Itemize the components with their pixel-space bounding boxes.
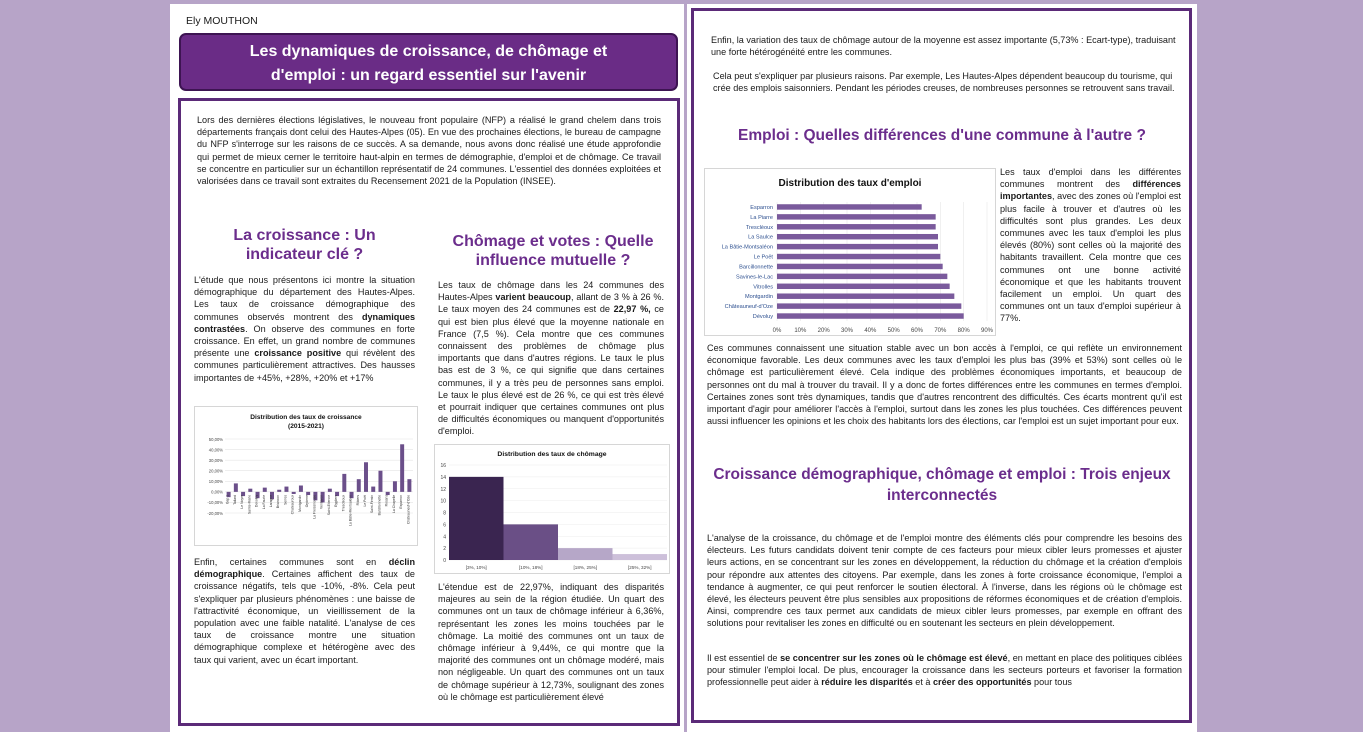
y-tick-label: 16 (440, 463, 446, 469)
x-tick-label: Eygliers (334, 494, 339, 507)
x-tick-label: 10% (794, 328, 807, 334)
x-tick-label: Ribiers (355, 494, 360, 506)
synthese-paragraph-2 (707, 652, 1182, 689)
bar (777, 234, 938, 239)
y-tick-label: Esparron (750, 204, 773, 211)
intro-paragraph: Lors des dernières élections législatives, le nouveau front populaire (NFP) a réalisé le grand chelem dans trois départements français dont celui des Hautes-Alpes (05). En vue des prochaines élections, le bureau de campagne du NFP s'interroge sur les raisons de ce succès. A sa demande, nous avons donc réalisé une étude approfondie qui permet de mieux cerner le territoire haut-alpin en termes de démographie, d'emploi et de chômage. Ce travail se concentre en particulier sur un échantillon représentatif de 24 communes. L'essentiel des données exploitées et valorisées dans ce travail sont extraites du Recensement 2021 de la Population (INSEE). (197, 115, 661, 187)
bar (777, 293, 954, 298)
chomage-heading (438, 232, 668, 270)
bar (449, 477, 504, 560)
x-tick-label: 70% (934, 328, 947, 334)
text-span: Les taux d'emploi dans les différentes communes montrent des (1000, 167, 1181, 190)
x-tick-label: 60% (910, 328, 924, 334)
y-tick-label: 2 (443, 546, 446, 553)
x-tick-label: Montgardin (297, 494, 302, 512)
x-tick-label: Gap 1 (225, 494, 230, 505)
chomage-paragraph-1 (438, 279, 664, 438)
x-tick-label: [18%, 25%] (573, 565, 597, 570)
y-tick-label: 12 (440, 486, 446, 493)
emploi-chart-svg (705, 169, 997, 337)
x-tick-label: Saint-Etienne (326, 494, 331, 516)
y-tick-label: Châteauneuf-d'Oze (724, 304, 773, 311)
y-tick-label: Dévoluy (752, 314, 773, 321)
emploi-heading: Emploi : Quelles différences d'une commune à l'autre ? (738, 127, 1146, 144)
y-tick-label: Savines-le-Lac (736, 274, 773, 281)
bar (386, 492, 390, 495)
bar (777, 224, 936, 229)
bar (777, 214, 936, 219)
bar (777, 204, 922, 209)
y-tick-label: 0,00% (211, 489, 223, 495)
bar (407, 479, 411, 492)
bar (284, 487, 288, 492)
croissance-heading-line-1: La croissance : Un (233, 227, 376, 244)
text-bold: varient beaucoup (495, 292, 571, 303)
text-bold: dynamiques contrastées (194, 311, 415, 334)
x-tick-label: La Chapelle (391, 494, 396, 513)
x-tick-label: Barcillonnette (377, 494, 382, 516)
y-tick-label: -20,00% (207, 510, 223, 516)
synthese-paragraph-1: L'analyse de la croissance, du chômage et de l'emploi montre des éléments clés pour comprendre les besoins des électeurs. Les futurs candidats doivent tenir compte de ces facteurs pour mieux cibler leurs promesses et ajuster leurs actions, en se concentrant sur les zones en développement, la réduction du chômage et la création d'emplois pour répondre aux attentes des citoyens. Par exemple, dans les zones à forte croissance économique, l'emploi a tendance à augmenter, ce qui peut renforcer le soutien électoral. À l'inverse, dans les régions où le chômage est élevé, les électeurs peuvent être plus sensibles aux propositions de réformes économiques et de création d'emplois. Ainsi, comprendre ces taux permet aux candidats de mieux cibler leurs promesses, par exemple en offrant des solutions pour revitaliser les zones en difficulté ou en soutenant les secteurs en plein développement. (707, 533, 1182, 629)
text-bold: différences importantes (1000, 179, 1181, 202)
bar (328, 489, 332, 492)
bar (400, 444, 404, 492)
bar (777, 264, 943, 269)
x-tick-label: La Bâtie-Montsaléon (348, 494, 353, 526)
bar (292, 492, 296, 494)
bar (306, 492, 310, 495)
y-tick-label: 14 (440, 474, 446, 481)
text-span: qui révèlent des communes particulièrement attractives. Des hausses importantes de +45%, +28%, +20% et +17% (194, 348, 415, 383)
x-tick-label: 30% (840, 328, 854, 334)
x-tick-label: 50% (887, 328, 900, 334)
right-paragraph-1: Enfin, la variation des taux de chômage autour de la moyenne est assez importante (5,73% : Ecart-type), traduisant une forte hétérogénéité entre les communes. (711, 35, 1176, 58)
bar (364, 462, 368, 492)
x-tick-label: Devoluy (254, 494, 259, 508)
text-bold: déclin démographique (194, 557, 415, 580)
text-span: ce qui est bien plus élevé que la moyenne nationale en France (7,5 %). Cela montre que ces communes connaissent des problèmes de chômage plus importants que dans d'autres régions. Le taux le plus bas est de 3 %, ce qui signifie que dans certaines communes, il y a très peu de personnes sans emploi. Le taux le plus élevé est de 26 %, ce qui est très élevé et pourrait indiquer que certaines communes ont plus de difficultés économiques ou manquent d'opportunités d'emploi. (438, 304, 664, 437)
page-right (687, 4, 1197, 732)
y-tick-label: Montgardin (745, 294, 773, 301)
bar (777, 244, 938, 249)
croissance-heading-line-2: indicateur clé ? (245, 246, 364, 263)
y-tick-label: Vitrolles (753, 284, 773, 291)
x-tick-label: 40% (864, 328, 877, 334)
x-tick-label: Tallard (232, 494, 237, 505)
y-tick-label: 0 (443, 558, 446, 564)
text-span: Il est essentiel de (707, 653, 781, 663)
y-tick-label: La Piarre (750, 214, 773, 221)
chomage-chart-svg (435, 445, 671, 575)
croissance-paragraph-2 (194, 556, 415, 666)
y-tick-label: -10,00% (207, 500, 223, 506)
chomage-heading-line-2: influence mutuelle ? (475, 252, 631, 269)
x-tick-label: Ventavon (319, 494, 324, 509)
text-bold: se concentrer sur les zones où le chômage est élevé (780, 653, 1008, 663)
y-tick-label: Tresclèoux (745, 224, 773, 231)
x-tick-label: 20% (817, 328, 830, 334)
bar (263, 488, 267, 492)
x-tick-label: 90% (980, 328, 994, 334)
right-paragraph-2: Cela peut s'expliquer par plusieurs raisons. Par exemple, Les Hautes-Alpes dépendent beaucoup du tourisme, qui crée des emplois saisonniers. Pendant les périodes creuses, de nombreuses personnes se retrouvent sans travail. (713, 71, 1175, 94)
x-tick-label: Orpierre (305, 494, 310, 508)
y-tick-label: 20,00% (208, 468, 223, 474)
y-tick-label: Barcillonnette (739, 264, 773, 271)
emploi-chart-title: Distribution des taux d'emploi (778, 178, 922, 189)
bar (777, 254, 940, 259)
title-line-2: d'emploi : un regard essentiel sur l'avenir (270, 67, 587, 84)
y-tick-label: Le Poët (753, 254, 773, 261)
y-tick-label: 8 (443, 510, 446, 517)
text-bold: 22,97 %, (613, 304, 651, 315)
croissance-paragraph-1 (194, 274, 415, 384)
title-banner (179, 33, 678, 91)
bar (504, 524, 559, 560)
y-tick-label: 4 (443, 534, 446, 541)
x-tick-label: Le Noyer (240, 494, 245, 509)
text-span: . On observe des communes en forte croissance. En effet, un grand nombre de communes présente une (194, 323, 415, 359)
text-span: , avec des zones où l'emploi est plus facile à trouver et d'autres où les difficultés sont plus grandes. Les deux communes avec les taux d'emploi les plus élevés (80%) sont celles où la majorité des habitants travaillent. Cela montre que ces communes ont une bonne activité économique et que les habitants trouvent facilement un emploi. Un quart des communes ont un taux d'emploi supérieur à 77%. (1000, 191, 1181, 324)
x-tick-label: Rosans (384, 494, 389, 507)
text-span: Les taux de chômage dans les 24 communes des Hautes-Alpes (438, 280, 664, 303)
x-tick-label: [25%, 32%] (628, 565, 652, 570)
bar (558, 548, 613, 560)
chart-subtitle: (2015-2021) (288, 423, 324, 430)
emploi-chart (704, 168, 996, 336)
synthese-heading-line-2: interconnectés (886, 487, 998, 504)
text-bold: réduire les disparités (821, 677, 913, 688)
bar (613, 554, 668, 560)
bar (234, 483, 238, 491)
croissance-chart (194, 406, 418, 546)
x-tick-label: La Freissinouse (312, 494, 317, 519)
x-tick-label: Chateauroux (290, 494, 295, 515)
y-tick-label: 50,00% (208, 436, 223, 442)
croissance-chart-svg (195, 407, 419, 547)
x-tick-label: Laragne (269, 494, 273, 508)
title-line-1: Les dynamiques de croissance, de chômage et (249, 43, 608, 60)
text-bold: croissance positive (254, 348, 342, 359)
x-tick-label: La Faurie (261, 494, 266, 510)
synthese-heading-line-1: Croissance démographique, chômage et emploi : Trois enjeux (713, 466, 1171, 483)
text-span: . Certaines affichent des taux de croissance négatifs, tels que -10%, -8%. Cela peut s'expliquer par plusieurs phénomènes : une baisse de l'attractivité économique, un vieillissement de la population avec une faible natalité. L'analyse de ces taux de croissance montre une situation démographique complexe et hétérogène avec des taux qui varient, avec un écart important. (194, 569, 415, 665)
x-tick-label: Le Poët (363, 494, 367, 507)
chomage-heading-line-1: Chômage et votes : Quelle (452, 233, 654, 250)
bar (357, 479, 361, 492)
x-tick-label: 0% (772, 328, 782, 334)
bar (248, 489, 252, 492)
croissance-heading (192, 226, 417, 264)
chomage-chart-title: Distribution des taux de chômage (497, 451, 607, 458)
bar (371, 487, 375, 492)
chart-title-line: Distribution des taux de croissance (250, 414, 362, 421)
x-tick-label: Briancon (276, 494, 281, 509)
x-tick-label: Sainte-Marie (247, 494, 252, 515)
y-tick-label: 10 (440, 498, 446, 505)
x-tick-label: [10%, 18%] (519, 565, 543, 570)
y-tick-label: La Bâtie-Montsaléon (721, 244, 773, 251)
text-span: et à (912, 677, 933, 688)
bar (777, 313, 964, 318)
text-bold: créer des opportunités (932, 677, 1032, 688)
text-span: pour tous (1031, 677, 1072, 688)
bar (777, 284, 950, 289)
y-tick-label: La Saulce (748, 234, 773, 241)
page-left (170, 4, 684, 732)
bar (777, 274, 947, 279)
x-tick-label: Serres (283, 494, 288, 505)
y-tick-label: 30,00% (208, 457, 223, 463)
bar (277, 490, 281, 492)
synthese-heading (702, 464, 1182, 506)
emploi-paragraph-1 (1000, 166, 1181, 325)
text-span: , en mettant en place des politiques ciblées pour stimuler l'emploi local. De plus, encourager la croissance dans les secteurs porteurs et favoriser la formation professionnelle peut aider à (707, 653, 1183, 688)
bar (378, 471, 382, 492)
y-tick-label: 10,00% (208, 479, 223, 485)
x-tick-label: 80% (957, 328, 970, 334)
chomage-chart (434, 444, 670, 574)
x-tick-label: Châteauneuf-d'Oze (406, 494, 411, 525)
y-tick-label: 40,00% (208, 447, 223, 453)
text-span: Enfin, certaines communes sont en (194, 557, 389, 567)
bar (393, 481, 397, 492)
bar (777, 303, 961, 308)
emploi-paragraph-2: Ces communes connaissent une situation stable avec un bon accès à l'emploi, ce qui reflète un environnement économique favorable. Les deux communes avec les taux d'emploi les plus bas (39% et 53%) sont celles où le chômage est particulièrement élevé. Cela indique des problèmes économiques importants, et beaucoup de personnes ont du mal à trouver du travail. Il y a donc de fortes différences entre les communes en termes d'emploi. Certaines zones sont très dynamiques, tandis que d'autres rencontrent des difficultés. Ces écarts montrent qu'il est important d'agir pour améliorer l'accès à l'emploi, surtout dans les zones les plus touchées. Ces différences peuvent aussi influencer les opinions et les choix des habitants lors des élections, car l'emploi est un sujet important pour eux. (707, 343, 1182, 427)
bar (342, 474, 346, 492)
x-tick-label: Esparron (399, 494, 404, 509)
author-name: Ely MOUTHON (186, 15, 258, 27)
chomage-paragraph-2: L'étendue est de 22,97%, indiquant des disparités majeures au sein de la région étudiée. Un quart des communes ont un taux de chômage inférieur à 6,36%, représentant les zones les moins touchées par le chômage. La moitié des communes ont un taux de chômage inférieur à 9,44%, ce qui montre que la majorité des communes ont un chômage modéré, mais non négligeable. Un quart des communes ont un taux de chômage supérieur à 12,73%, soulignant des zones où le chômage est particulièrement élevé (438, 582, 664, 702)
x-tick-label: [3%, 10%] (465, 565, 487, 570)
text-span: L'étude que nous présentons ici montre la situation démographique du département des Hautes-Alpes. Les taux de croissance démographique des communes observés montrent des (194, 275, 415, 322)
x-tick-label: Saint-Firmin (370, 494, 375, 514)
bar (299, 486, 303, 492)
y-tick-label: 6 (443, 522, 446, 529)
x-tick-label: Tresclèoux (341, 494, 346, 512)
text-span: , allant de 3 % à 26 %. Le taux moyen des 24 communes est de (438, 292, 665, 315)
